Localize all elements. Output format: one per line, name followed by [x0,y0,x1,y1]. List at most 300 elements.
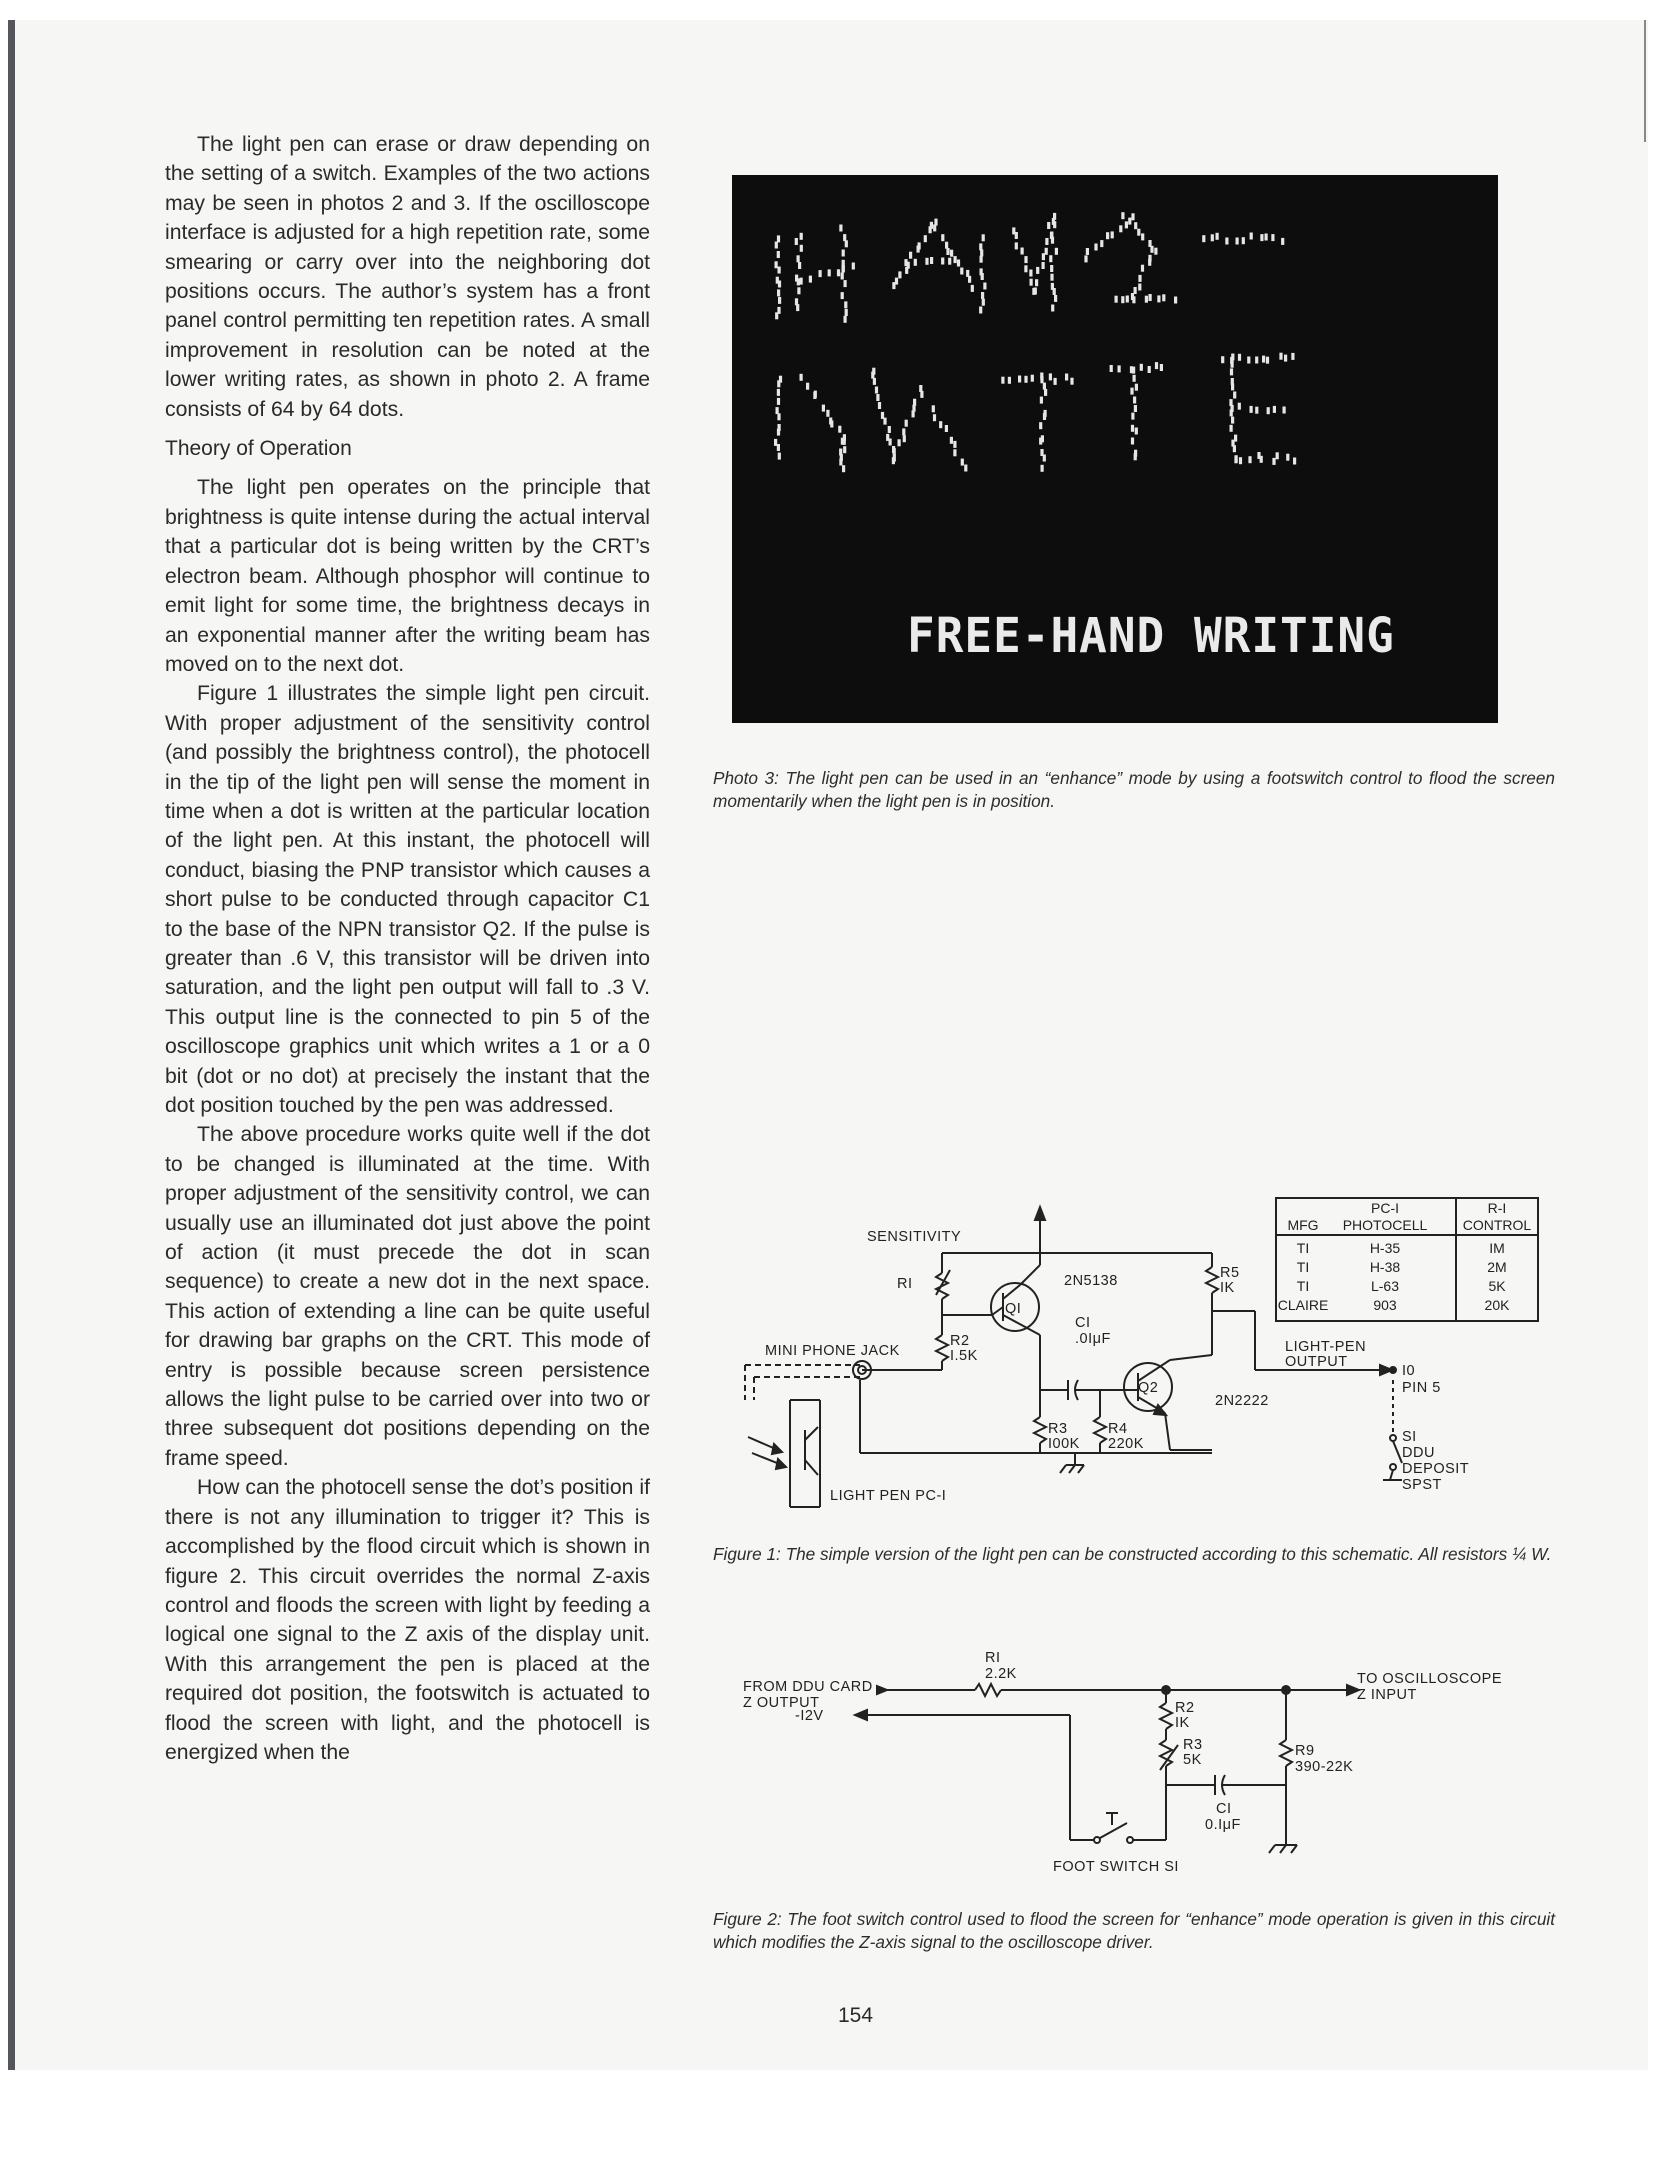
screen-dot [1160,364,1163,371]
screen-dot [1100,240,1103,247]
screen-dot [1001,377,1004,384]
r2-name-label: R2 [950,1333,970,1349]
screen-dot [800,278,803,285]
screen-dot [1155,362,1158,369]
screen-dot [1239,457,1242,464]
screen-dot [1162,294,1165,301]
screen-dot [1233,392,1236,399]
figure1-caption: Figure 1: The simple version of the light pen can be constructed according to this schematic. All resistors ¼ W. [713,1544,1552,1564]
q1-label: QI [1005,1301,1022,1317]
screen-dot [902,428,905,435]
screen-dot [1119,225,1122,232]
screen-dot [775,261,778,268]
screen-dot [957,260,960,267]
screen-dot [914,259,917,266]
screen-dot [1133,375,1136,382]
table-cell: IM [1489,1240,1505,1256]
screen-dot [1137,229,1140,236]
screen-dot [841,292,844,299]
paragraph: The light pen operates on the principle that brightness is quite intense during the actual interval that a particular dot is being written by the CRT’s electron beam. Although phosphor will continue to emit light for some time, the brightness decays in an exponential manner after the writing beam has moved on to the next dot. [165,476,650,676]
r1-value-label: 2.2K [985,1666,1017,1682]
screen-dot [1225,238,1228,245]
screen-dot [953,441,956,448]
screen-dot [898,439,901,446]
screen-dot [1141,265,1144,272]
screen-dot [1242,237,1245,244]
screen-dot [1234,456,1237,463]
screen-dot [828,269,831,276]
r4-name-label: R4 [1108,1421,1128,1437]
screen-dot [909,252,912,259]
r3-name-label: R3 [1048,1421,1068,1437]
r1-name-label: RI [985,1650,1001,1666]
screen-dot [1065,374,1068,381]
screen-dot [806,383,809,390]
section-heading: Theory of Operation [165,437,352,461]
screen-dot [1131,425,1134,432]
pin-label-2: PIN 5 [1402,1380,1441,1396]
c1-name-label: CI [1075,1315,1091,1331]
screen-dot [1238,403,1241,410]
r9-name-label: R9 [1295,1743,1315,1759]
screen-dot [1024,256,1027,263]
screen-dot [1131,213,1134,220]
screen-dot [1148,259,1151,266]
screen-dot [1115,296,1118,303]
screen-dot [775,312,778,319]
screen-dot [1051,305,1054,312]
screen-dot [1174,297,1177,304]
screen-dot [1094,244,1097,251]
switch-label-4: SPST [1402,1477,1442,1493]
screen-dot [903,435,906,442]
screen-dot [843,438,846,445]
screen-dot [1279,353,1282,360]
screen-dot [919,385,922,392]
screen-dot [1084,255,1087,262]
screen-dot [904,259,907,266]
figure2-schematic [735,1645,1503,1885]
screen-dot [1024,376,1027,383]
screen-dot [913,399,916,406]
screen-dot [981,292,984,299]
screen-dot [871,372,874,379]
r3-value-label: 5K [1183,1752,1202,1768]
screen-dot [1121,212,1124,219]
screen-dot [819,270,822,277]
screen-dot [775,242,778,249]
screen-dot [1148,366,1151,373]
screen-dot [1054,295,1057,302]
r2-name-label: R2 [1175,1700,1195,1716]
screen-dot [945,242,948,249]
screen-dot [842,465,845,472]
screen-dot [980,268,983,275]
screen-dot [1266,357,1269,364]
screen-dot [1053,288,1056,295]
screen-dot [1086,248,1089,255]
light-pen-label: LIGHT PEN PC-I [830,1488,947,1504]
screen-dot [777,429,780,436]
screen-dot [1265,234,1268,241]
screen-dot [980,256,983,263]
screen-dot [1135,428,1138,435]
screen-dot [1036,267,1039,274]
screen-dot [777,235,780,242]
screen-dot [875,387,878,394]
screen-dot [982,299,985,306]
parts-table [1275,1197,1539,1322]
screen-dot [1132,296,1135,303]
screen-dot [774,439,777,446]
screen-dot [960,268,963,275]
screen-dot [1231,354,1234,361]
screen-dot [1047,222,1050,229]
screen-dot [1050,274,1053,281]
screen-dot [1135,384,1138,391]
r5-name-label: R5 [1220,1265,1240,1281]
screen-dot [1260,234,1263,241]
r5-value-label: IK [1220,1280,1235,1296]
q2-part-label: 2N2222 [1215,1393,1269,1409]
screen-dot [813,392,816,399]
photo-caption: Photo 3: The light pen can be used in an “enhance” mode by using a footswitch control to flood the screen momentarily when the light pen is in position. [713,768,1555,811]
screen-dot [1154,248,1157,255]
screen-dot [1043,383,1046,390]
screen-dot [1293,458,1296,465]
screen-dot [954,256,957,263]
output-label-1: LIGHT-PEN [1285,1339,1367,1355]
screen-dot [1035,279,1038,286]
screen-dot [809,276,812,283]
screen-dot [961,459,964,466]
screen-dot [778,453,781,460]
screen-dot [1130,388,1133,395]
screen-dot [778,297,781,304]
screen-dot [1202,235,1205,242]
screen-dot [930,222,933,229]
screen-dot [1032,288,1035,295]
screen-dot [1248,456,1251,463]
q1-part-label: 2N5138 [1064,1273,1118,1289]
screen-dot [1262,356,1265,363]
from-label-1: FROM DDU CARD [743,1679,873,1695]
sensitivity-label: SENSITIVITY [867,1229,962,1245]
table-cell: MFG [1287,1217,1319,1233]
screen-dot [777,380,780,387]
screen-dot [1271,234,1274,241]
screen-dot [979,243,982,250]
screen-dot [1145,296,1148,303]
screen-dot [1018,376,1021,383]
table-cell: 2M [1487,1259,1507,1275]
screen-dot [776,407,779,414]
r1-label: RI [897,1276,913,1292]
screen-dot [1051,237,1054,244]
screen-dot [971,285,974,292]
screen-dot [842,250,845,257]
screen-dot [1134,405,1137,412]
paragraph: The above procedure works quite well if the dot to be changed is illuminated at the time. With proper adjustment of the sensitivity control, we can usually use an illuminated dot just above the point of action (it must precede the dot in scan sequence) to create a new dot in the next space. This action of extending a line can be quite useful for drawing bar graphs on the CRT. This mode of entry is possible because screen persistence allows the light pulse to be carried over into two or three subsequent dot positions depending on the frame speed. [165,1123,650,1470]
screen-dot [1281,238,1284,245]
screen-dot [1231,417,1234,424]
screen-dot [1021,248,1024,255]
left-margin-rule [8,20,15,2070]
screen-dot [1221,356,1224,363]
screen-dot [797,278,800,285]
screen-dot [982,234,985,241]
screen-dot [1216,233,1219,240]
oscilloscope-photo [732,175,1498,723]
screen-dot [1132,367,1135,374]
screen-dot [844,280,847,287]
screen-dot [841,273,844,280]
output-label-2: OUTPUT [1285,1354,1348,1370]
screen-dot [1291,353,1294,360]
screen-dot [1284,355,1287,362]
screen-dot [918,242,921,249]
screen-dot [1141,233,1144,240]
to-label-1: TO OSCILLOSCOPE [1357,1671,1503,1687]
c1-value-label: 0.IμF [1205,1817,1241,1833]
phone-jack-label: MINI PHONE JACK [765,1343,900,1359]
screen-dot [892,457,895,464]
screen-dot [777,444,780,451]
screen-dot [1260,456,1263,463]
screen-dot [1230,425,1233,432]
screen-dot [800,245,803,252]
screen-dot [1053,213,1056,220]
screen-dot [838,426,841,433]
screen-dot [1049,255,1052,262]
table-cell: 903 [1373,1297,1397,1313]
screen-dot [830,421,833,428]
q2-label: Q2 [1138,1380,1159,1396]
screen-dot [1041,465,1044,472]
screen-dot [1255,407,1258,414]
table-cell: 20K [1484,1297,1510,1313]
screen-dot [837,269,840,276]
screen-dot [888,426,891,433]
c1-name-label: CI [1216,1801,1232,1817]
from-label-2: Z OUTPUT [743,1695,820,1711]
screen-dot [1070,378,1073,385]
screen-dot [946,248,949,255]
r9-value-label: 390-22K [1295,1759,1354,1775]
table-cell: PHOTOCELL [1342,1217,1428,1233]
screen-dot [1039,438,1042,445]
screen-dot [876,394,879,401]
table-cell: 5K [1488,1278,1506,1294]
screen-dot [1043,455,1046,462]
pin-label-1: I0 [1402,1363,1416,1379]
screen-dot [1044,389,1047,396]
figure2-caption: Figure 2: The foot switch control used to flood the screen for “enhance” mode operation is given in this circuit which modifies the Z-axis signal to the oscilloscope driver. [713,1909,1555,1952]
screen-dot [1126,296,1129,303]
screen-dot [1231,405,1234,412]
screen-dot [948,258,951,265]
screen-dot [1055,248,1058,255]
r3-value-label: I00K [1048,1436,1080,1452]
r3-name-label: R3 [1183,1737,1203,1753]
screen-dot [839,225,842,232]
screen-dot [1106,232,1109,239]
screen-dot [1131,413,1134,420]
screen-dot [873,378,876,385]
screen-dot [796,304,799,311]
paragraph: The light pen can erase or draw depending on the setting of a switch. Examples of the two actions may be seen in photos 2 and 3. If the oscilloscope interface is adjusted for a high repetition rate, some smearing or carry over into the neighboring dot positions occurs. The author’s system has a front panel control permitting ten repetition rates. A small improvement in resolution can be noted at the lower writing rates, as shown in photo 2. A frame consists of 64 by 64 dots. [165,133,650,421]
right-margin-rule [1644,20,1646,142]
screen-dot [925,258,928,265]
screen-dot [1040,397,1043,404]
screen-dot [1133,397,1136,404]
screen-dot [777,251,780,258]
screen-dot [1211,234,1214,241]
article-body [165,130,650,1767]
screen-dot [912,405,915,412]
screen-dot [1286,454,1289,461]
page-number: 154 [838,2004,874,2027]
screen-dot [1233,445,1236,452]
switch-label-3: DEPOSIT [1402,1461,1470,1477]
screen-dot [941,234,944,241]
screen-dot [845,309,848,316]
screen-dot [1255,357,1258,364]
screen-dot [797,287,800,294]
screen-dot [1128,218,1131,225]
screen-dot [1015,232,1018,239]
screen-dot [1134,222,1137,229]
screen-dot [1050,265,1053,272]
screen-dot [1029,270,1032,277]
screen-dot [1267,407,1270,414]
to-label-2: Z INPUT [1357,1687,1417,1703]
screen-dot [1125,221,1128,228]
switch-label-1: SI [1402,1429,1417,1445]
screen-dot [844,301,847,308]
screen-dot [979,307,982,314]
screen-dot [1231,383,1234,390]
screen-dot [945,425,948,432]
screen-dot [953,449,956,456]
screen-dot [1273,406,1276,413]
screen-dot [777,389,780,396]
screen-dot [1042,262,1045,269]
screen-dot [1042,253,1045,260]
screen-dot [822,405,825,412]
switch-label-2: DDU [1402,1445,1435,1461]
screen-dot [1110,365,1113,372]
screen-dot [1283,407,1286,414]
screen-dot [941,258,944,265]
screen-dot [843,446,846,453]
screen-dot [1031,375,1034,382]
screen-dot [778,267,781,274]
screen-dot [1045,248,1048,255]
table-cell: TI [1296,1278,1310,1294]
table-cell: PC-I [1371,1200,1399,1216]
screen-dot [905,420,908,427]
screen-dot [933,224,936,231]
screen-dot [1121,296,1124,303]
screen-dot [1250,406,1253,413]
screen-dot [777,413,780,420]
screen-dot [1134,453,1137,460]
paragraph: How can the photocell sense the dot’s position if there is not any illumination to trigger it? This is accomplished by the flood circuit which is shown in figure 2. This circuit overrides the normal Z-axis control and floods the screen with light by feeding a logical one signal to the Z axis of the display unit. With this arrangement the pen is placed at the required dot position, the footswitch is actuated to flood the screen with light, and the photocell is energized when the [165,1476,650,1764]
table-cell: CONTROL [1462,1217,1532,1233]
screen-dot [852,263,855,270]
screen-dot [1111,231,1114,238]
screen-dot [778,281,781,288]
screen-dot [980,249,983,256]
screen-dot [1134,287,1137,294]
screen-dot [1276,452,1279,459]
screen-dot [898,271,901,278]
screen-dot [839,459,842,466]
negative-supply-label: -I2V [795,1708,824,1724]
screen-dot [777,398,780,405]
screen-dot [968,276,971,283]
table-cell: H-38 [1369,1259,1401,1275]
r2-value-label: I.5K [950,1348,978,1364]
screen-dot [1015,242,1018,249]
foot-switch-label: FOOT SWITCH SI [1053,1859,1179,1875]
screen-dot [1236,238,1239,245]
screen-dot [924,235,927,242]
screen-dot [933,414,936,421]
screen-dot [797,255,800,262]
screen-dot [895,278,898,285]
screen-dot [950,437,953,444]
screen-dot [1053,221,1056,228]
paragraph: Figure 1 illustrates the simple light pen circuit. With proper adjustment of the sensitivity control (and possibly the brightness control), the photocell in the tip of the light pen will sense the moment in time when a dot is written at the particular location of the light pen. At this instant, the photocell will conduct, biasing the PNP transistor which causes a short pulse to be conducted through capacitor C1 to the base of the NPN transistor Q2. If the pulse is greater than .6 V, this transistor will be driven into saturation, and the light pen output will fall to .3 V. This output line is the connected to pin 5 of the oscilloscope graphics unit which writes a 1 or a 0 bit (dot or no dot) at precisely the instant that the dot position touched by the pen was addressed. [165,682,650,1117]
screen-dot [844,316,847,323]
screen-dot [798,262,801,269]
table-cell: L-63 [1370,1278,1400,1294]
screen-dot [932,405,935,412]
screen-dot [939,421,942,428]
screen-dot [1045,238,1048,245]
screen-dot [800,233,803,240]
screen-dot [843,234,846,241]
screen-dot [1157,295,1160,302]
screen-dot [842,266,845,273]
screen-dot [1138,284,1141,291]
screen-dot [964,465,967,472]
screen-dot [883,418,886,425]
table-cell: TI [1296,1240,1310,1256]
screen-dot [777,289,780,296]
screen-dot [1024,265,1027,272]
r2-value-label: IK [1175,1715,1190,1731]
screen-dot [1030,279,1033,286]
screen-dot [1008,377,1011,384]
screen-dot [1150,246,1153,253]
table-cell: H-35 [1369,1240,1401,1256]
table-cell: TI [1296,1259,1310,1275]
photo-screen-text: FREE-HAND WRITING [907,606,1395,664]
r4-value-label: 220K [1108,1436,1144,1452]
screen-dot [826,410,829,417]
screen-dot [1231,361,1234,368]
screen-dot [1250,233,1253,240]
screen-dot [1238,354,1241,361]
screen-dot [795,238,798,245]
screen-dot [1039,422,1042,429]
screen-dot [983,283,986,290]
screen-dot [1040,376,1043,383]
screen-dot [1049,373,1052,380]
